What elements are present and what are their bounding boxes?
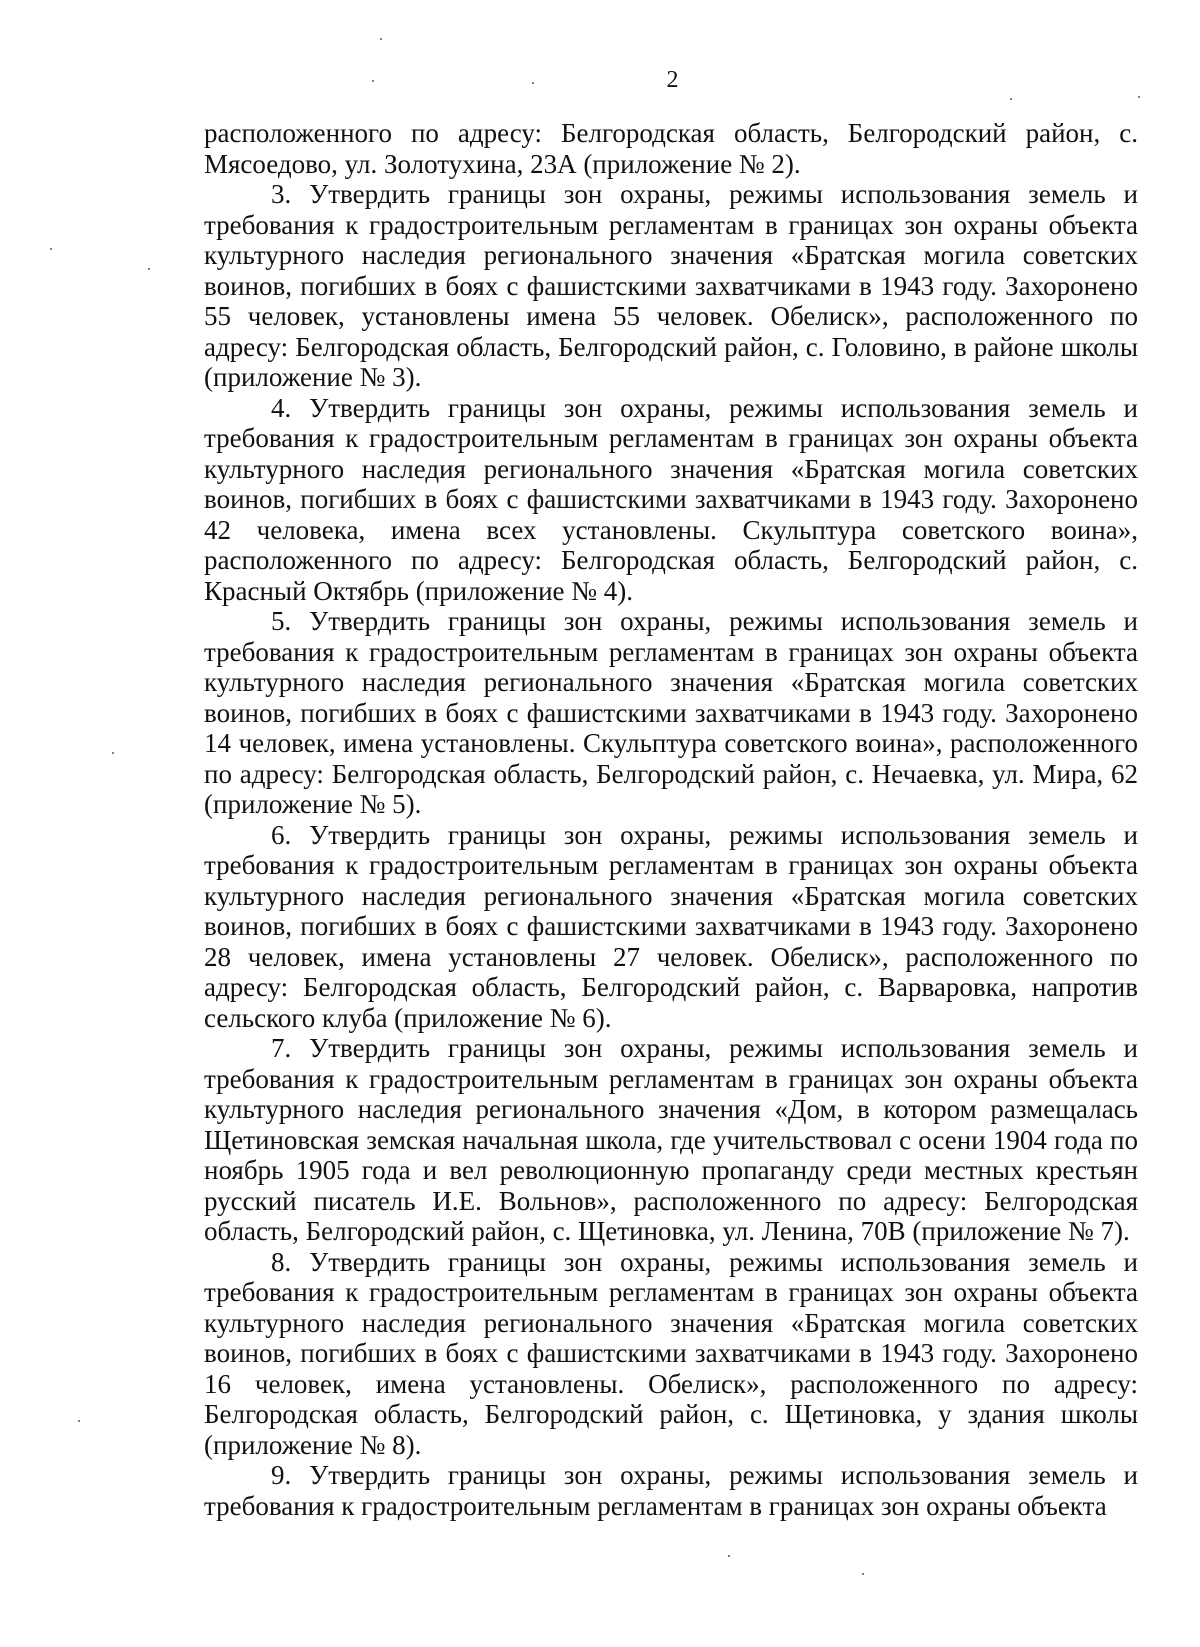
- scan-speck: [112, 752, 114, 754]
- paragraph-3: 3. Утвердить границы зон охраны, режимы использования земель и требования к градостроительным регламентам в границах зон охраны объекта культурного наследия регионального значения «Братская могила советских воинов, погибших в боях с фашистскими захватчиками в 1943 году. Захоронено 55 человек, установлены имена 55 человек. Обелиск», расположенного по адресу: Белгородская область, Белгородский район, с. Головино, в районе школы (приложение № 3).: [204, 179, 1138, 392]
- scan-speck: [1010, 98, 1012, 100]
- paragraph-1-continuation: расположенного по адресу: Белгородская область, Белгородский район, с. Мясоедово, ул. Золотухина, 23А (приложение № 2).: [204, 118, 1138, 179]
- paragraph-9: 9. Утвердить границы зон охраны, режимы использования земель и требования к градостроительным регламентам в границах зон охраны объекта: [204, 1460, 1138, 1521]
- paragraph-4: 4. Утвердить границы зон охраны, режимы использования земель и требования к градостроительным регламентам в границах зон охраны объекта культурного наследия регионального значения «Братская могила советских воинов, погибших в боях с фашистскими захватчиками в 1943 году. Захоронено 42 человека, имена всех установлены. Скульптура советского воина», расположенного по адресу: Белгородская область, Белгородский район, с. Красный Октябрь (приложение № 4).: [204, 392, 1138, 606]
- page-number: 2: [666, 67, 679, 93]
- paragraph-7: 7. Утвердить границы зон охраны, режимы использования земель и требования к градостроительным регламентам в границах зон охраны объекта культурного наследия регионального значения «Дом, в котором размещалась Щетиновская земская начальная школа, где учительствовал с осени 1904 года по ноябрь 1905 года и вел революционную пропаганду среди местных крестьян русский писатель И.Е. Вольнов», расположенного по адресу: Белгородская область, Белгородский район, с. Щетиновка, ул. Ленина, 70В (приложение № 7).: [204, 1033, 1138, 1246]
- document-body: [204, 118, 1138, 1521]
- paragraph-5: 5. Утвердить границы зон охраны, режимы использования земель и требования к градостроительным регламентам в границах зон охраны объекта культурного наследия регионального значения «Братская могила советских воинов, погибших в боях с фашистскими захватчиками в 1943 году. Захоронено 14 человек, имена установлены. Скульптура советского воина», расположенного по адресу: Белгородская область, Белгородский район, с. Нечаевка, ул. Мира, 62 (приложение № 5).: [204, 606, 1138, 819]
- paragraph-6: 6. Утвердить границы зон охраны, режимы использования земель и требования к градостроительным регламентам в границах зон охраны объекта культурного наследия регионального значения «Братская могила советских воинов, погибших в боях с фашистскими захватчиками в 1943 году. Захоронено 28 человек, имена установлены 27 человек. Обелиск», расположенного по адресу: Белгородская область, Белгородский район, с. Варваровка, напротив сельского клуба (приложение № 6).: [204, 819, 1138, 1033]
- scan-speck: [1138, 96, 1140, 98]
- scan-speck: [532, 82, 534, 84]
- scan-speck: [862, 1573, 864, 1575]
- scan-speck: [148, 268, 150, 270]
- paragraph-8: 8. Утвердить границы зон охраны, режимы использования земель и требования к градостроительным регламентам в границах зон охраны объекта культурного наследия регионального значения «Братская могила советских воинов, погибших в боях с фашистскими захватчиками в 1943 году. Захоронено 16 человек, имена установлены. Обелиск», расположенного по адресу: Белгородская область, Белгородский район, с. Щетиновка, у здания школы (приложение № 8).: [204, 1246, 1138, 1460]
- scan-speck: [380, 38, 382, 40]
- scan-speck: [50, 248, 52, 250]
- scan-speck: [372, 80, 374, 82]
- scan-speck: [78, 1420, 80, 1422]
- scan-speck: [728, 1555, 730, 1557]
